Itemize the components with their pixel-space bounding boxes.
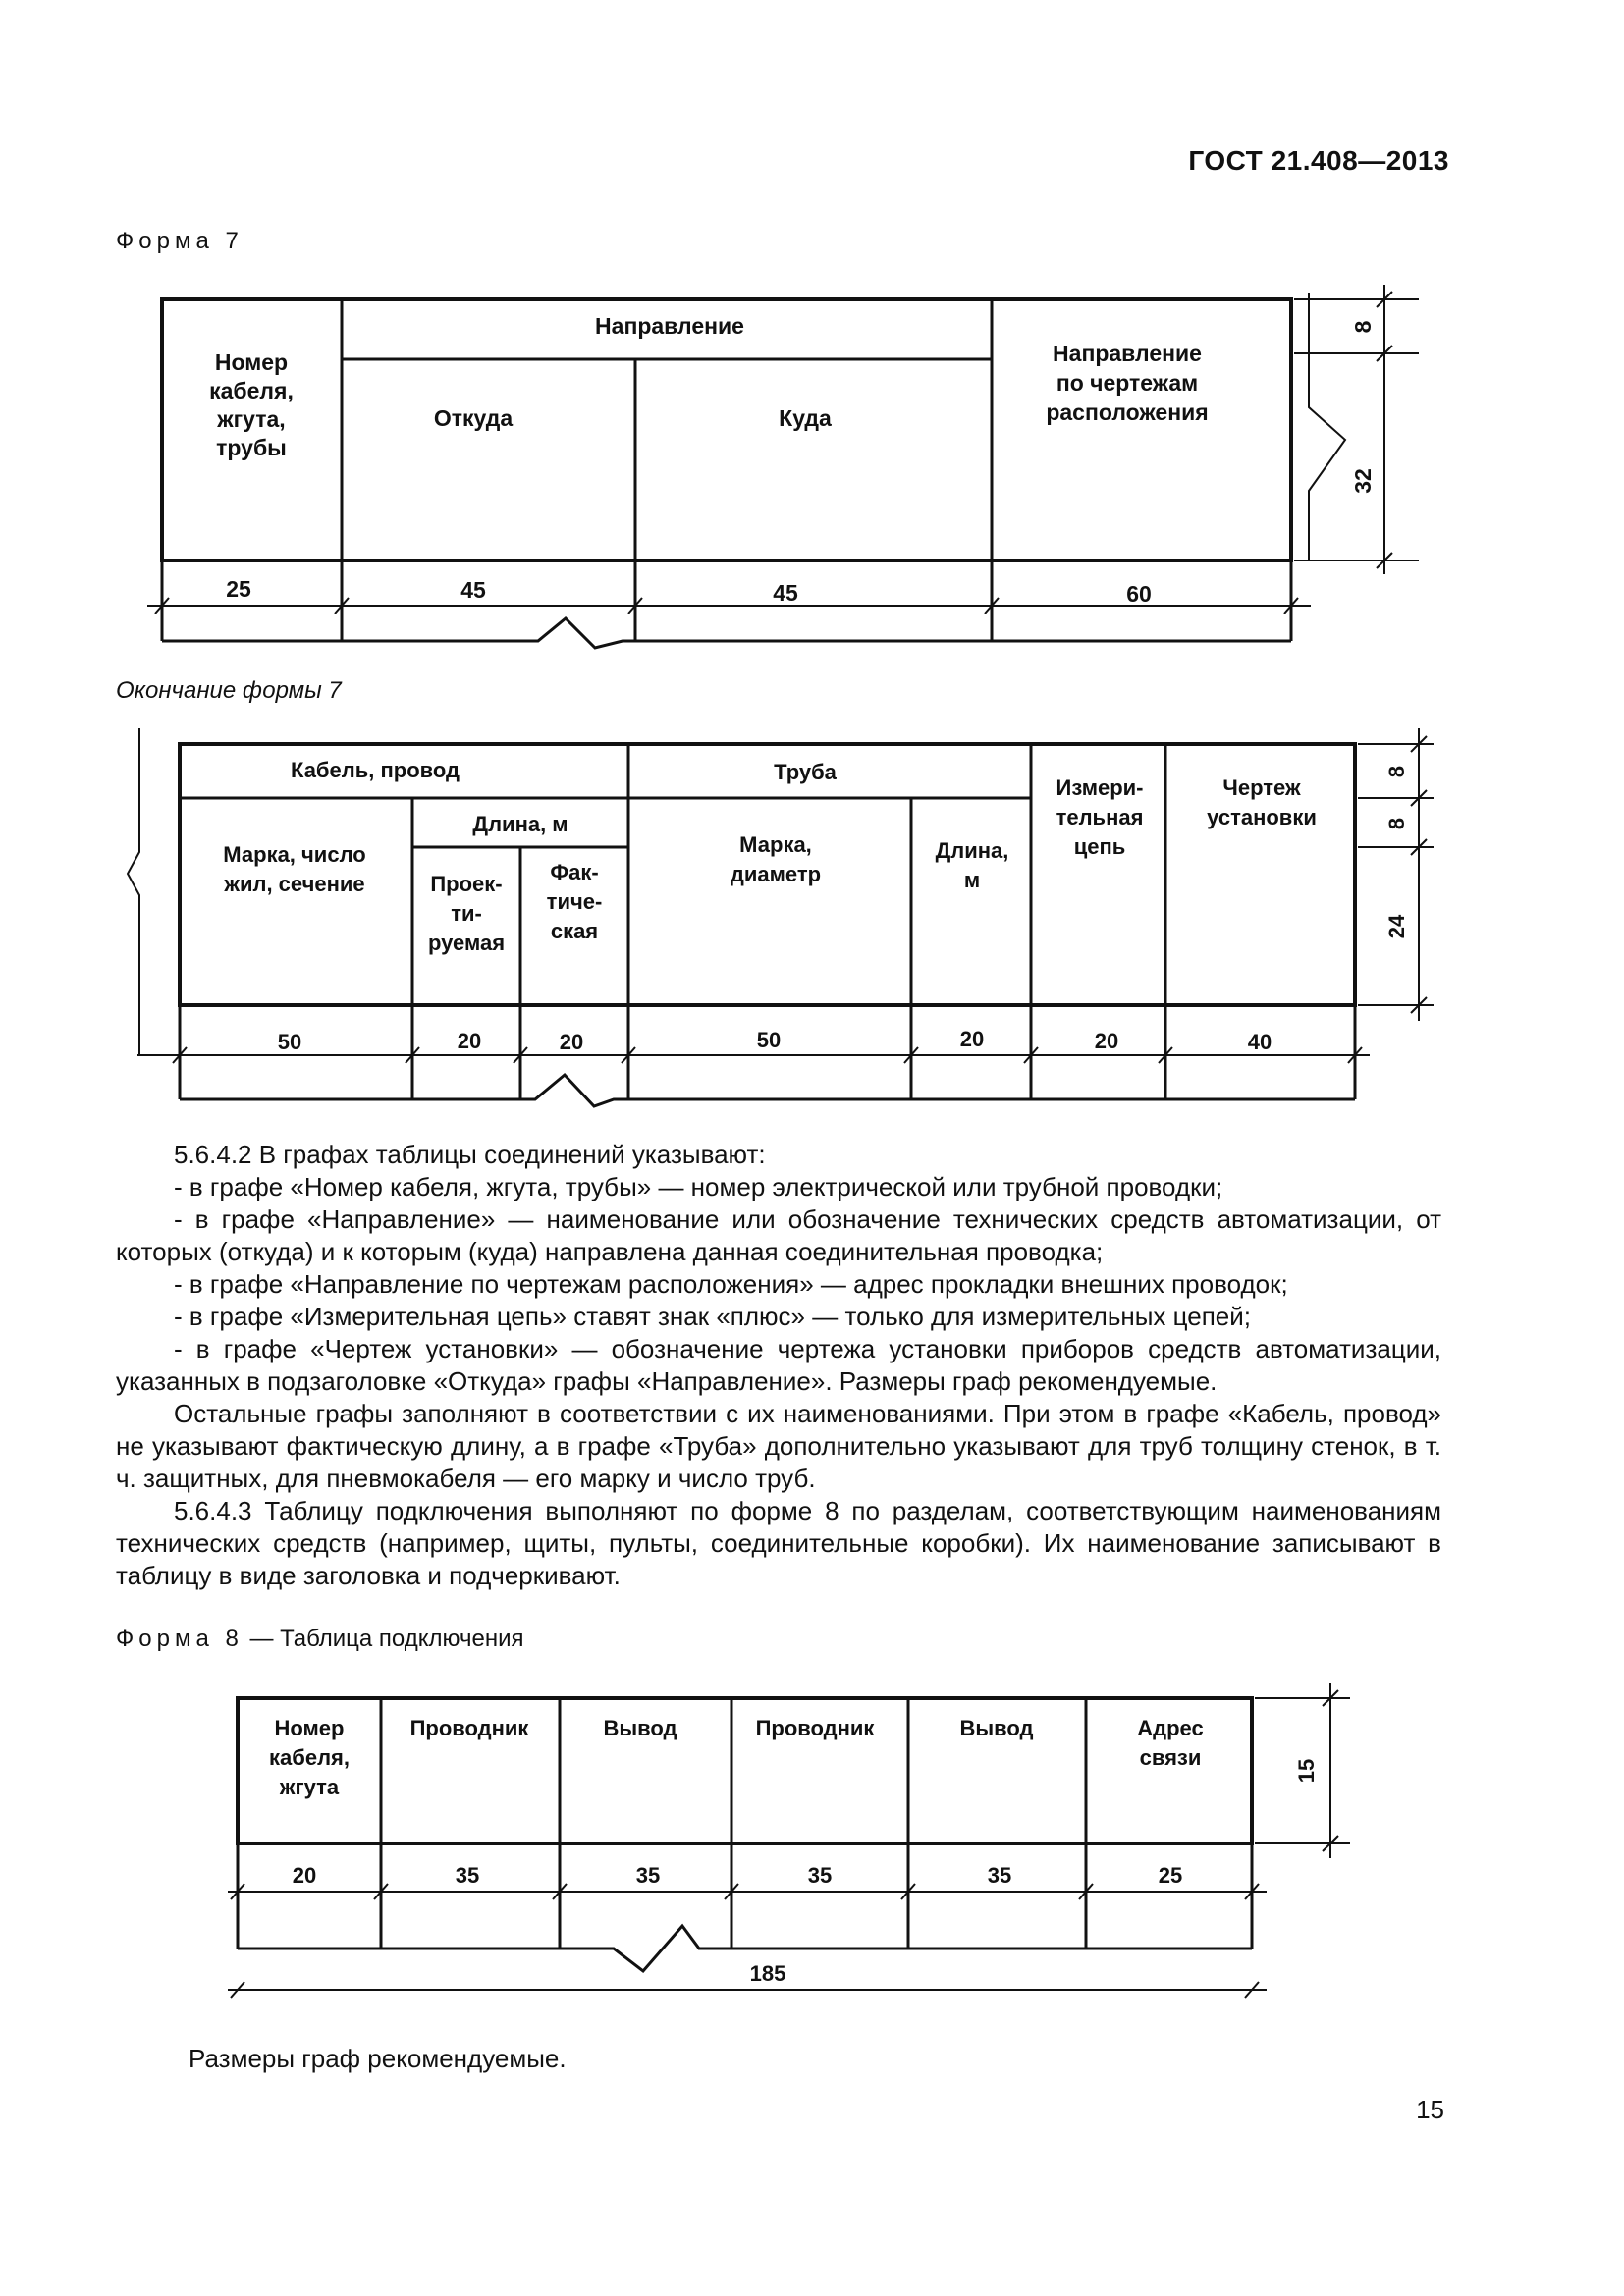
form8-col-output: Вывод <box>603 1716 677 1740</box>
form7-end-col-pipe-length-line: м <box>963 868 981 892</box>
form7-end-col-actual-line: ская <box>550 919 599 943</box>
form7-end-col-cable: Кабель, провод <box>291 758 460 782</box>
form8-break-line <box>238 1926 1252 1971</box>
form7-col-to: Куда <box>779 405 832 431</box>
form7-col-number-line: жгута, <box>217 406 286 432</box>
form8-col-number-line: Номер <box>274 1716 345 1740</box>
form7-height-label: 8 <box>1350 320 1376 334</box>
form7-col-number-line: трубы <box>216 435 287 460</box>
form8-width-label: 25 <box>1158 1863 1183 1888</box>
form7-end-width-label: 20 <box>1094 1029 1119 1053</box>
paragraph: - в графе «Чертеж установки» — обозначение чертежа установки приборов средств автоматизации, указанных в подзаголовке «Откуда» графы «Направление». Размеры граф рекомендуемые. <box>116 1334 1441 1396</box>
paragraph: 5.6.4.2 В графах таблицы соединений указывают: <box>174 1140 766 1169</box>
form7-end-col-measure-line: тельная <box>1056 805 1144 829</box>
form7-end-col-design-line: руемая <box>427 931 506 955</box>
form8-col-address-line: Адрес <box>1137 1716 1204 1740</box>
form8-caption-suffix: — Таблица подключения <box>243 1626 524 1652</box>
form7-break-line <box>1309 293 1345 561</box>
form7-end-col-pipe: Труба <box>774 760 837 784</box>
document-standard-header: ГОСТ 21.408—2013 <box>1188 145 1449 176</box>
body-text <box>116 1139 1441 1592</box>
form7-width-label: 45 <box>460 577 486 603</box>
form8-caption-prefix: Форма 8 <box>116 1626 244 1652</box>
form7-end-break-line <box>180 1075 1355 1106</box>
form7-height-label: 32 <box>1350 468 1376 494</box>
form7-end-col-design-line: ти- <box>451 901 482 926</box>
form7-end-height-label: 8 <box>1384 765 1409 778</box>
form7-end-col-mark-line: Марка, число <box>223 842 366 867</box>
form8-width-label: 35 <box>455 1863 480 1888</box>
form8-header-frame <box>238 1698 1252 1843</box>
form7-end-col-actual-line: тиче- <box>546 889 603 914</box>
form7-col-route-line: расположения <box>1046 400 1209 425</box>
paragraph: - в графе «Измерительная цепь» ставят знак «плюс» — только для измерительных цепей; <box>174 1302 1251 1331</box>
form7-end-height-label: 8 <box>1384 817 1409 830</box>
form7-width-label: 45 <box>773 580 798 606</box>
form8-width-label: 35 <box>987 1863 1012 1888</box>
form7-col-number-line: кабеля, <box>209 378 294 403</box>
form7-col-route-line: Направление <box>1053 341 1202 366</box>
form8-col-address-line: связи <box>1139 1745 1202 1770</box>
form8-col-conductor: Проводник <box>409 1716 529 1740</box>
form7-end-col-drawing-line: установки <box>1207 805 1317 829</box>
form8-width-label: 35 <box>807 1863 833 1888</box>
form7-end-col-actual-line: Фак- <box>550 860 599 884</box>
form8-caption <box>116 1626 524 1653</box>
form7-end-col-measure-line: Измери- <box>1056 775 1144 800</box>
form7-col-route-line: по чертежам <box>1056 370 1199 396</box>
form7-col-direction: Направление <box>595 313 744 339</box>
paragraph: Остальные графы заполняют в соответствии с их наименованиями. При этом в графе «Кабель, провод» не указывают фактическую длину, а в графе «Труба» дополнительно указывают для труб толщину стенок, в т. ч. защитных, для пневмокабеля — его марку и число труб. <box>116 1399 1441 1493</box>
form7-end-caption: Окончание формы 7 <box>116 677 342 704</box>
form7-end-break-line <box>128 728 139 1055</box>
form7-end-col-pipe-length-line: Длина, <box>935 838 1009 863</box>
form7-col-number-line: Номер <box>214 349 289 375</box>
form7-caption: Форма 7 <box>116 228 244 254</box>
footer-note: Размеры граф рекомендуемые. <box>189 2044 567 2073</box>
form7-end-width-label: 20 <box>559 1030 584 1054</box>
form7-break-line <box>162 618 1291 648</box>
paragraph: - в графе «Направление» — наименование или обозначение технических средств автоматизации, от которых (откуда) и к которым (куда) направлена данная соединительная проводка; <box>116 1204 1441 1266</box>
form7-end-width-label: 20 <box>457 1029 482 1053</box>
form7-end-col-measure-line: цепь <box>1073 834 1126 859</box>
paragraph: - в графе «Номер кабеля, жгута, трубы» — номер электрической или трубной проводки; <box>174 1172 1223 1201</box>
form7-col-from: Откуда <box>433 405 514 431</box>
form8-col-conductor: Проводник <box>755 1716 875 1740</box>
form7-end-width-label: 50 <box>277 1030 302 1054</box>
form8-width-label: 20 <box>292 1863 317 1888</box>
form7-table <box>0 0 1624 687</box>
paragraph: 5.6.4.3 Таблицу подключения выполняют по форме 8 по разделам, соответствующим наименованиям технических средств (например, щиты, пульты, соединительные коробки). Их наименование записывают в таблицу в виде заголовка и подчеркивают. <box>116 1496 1441 1590</box>
form8-height-label: 15 <box>1294 1758 1319 1784</box>
form7-width-label: 25 <box>226 576 251 602</box>
form7-end-col-mark-line: жил, сечение <box>224 872 365 896</box>
form7-end-width-label: 40 <box>1247 1030 1272 1054</box>
page-number: 15 <box>1416 2095 1444 2124</box>
form7-end-col-drawing-line: Чертеж <box>1222 775 1301 800</box>
form7-end-width-label: 20 <box>959 1027 985 1051</box>
form7-end-col-design-line: Проек- <box>430 872 503 896</box>
form8-width-label: 35 <box>635 1863 661 1888</box>
form7-width-label: 60 <box>1126 581 1152 607</box>
form7-end-col-pipe-mark-line: Марка, <box>739 832 812 857</box>
form8-col-number-line: кабеля, <box>269 1745 350 1770</box>
form8-col-output: Вывод <box>959 1716 1034 1740</box>
form7-end-table <box>0 687 1624 1139</box>
paragraph: - в графе «Направление по чертежам расположения» — адрес прокладки внешних проводок; <box>174 1269 1288 1299</box>
form7-end-height-label: 24 <box>1384 914 1409 939</box>
form7-end-col-length: Длина, м <box>472 812 568 836</box>
form7-end-width-label: 50 <box>756 1028 782 1052</box>
form7-end-col-pipe-mark-line: диаметр <box>730 862 822 886</box>
form8-col-number-line: жгута <box>279 1775 340 1799</box>
form8-table <box>0 1669 1624 2022</box>
form8-total-width-label: 185 <box>749 1961 786 1986</box>
